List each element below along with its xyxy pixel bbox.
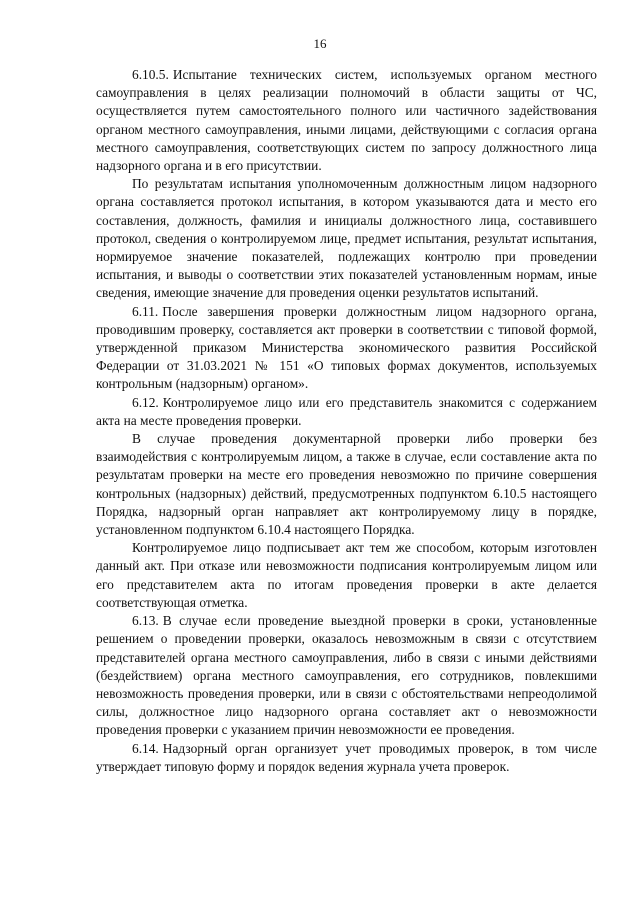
- paragraph-documentary-check: [96, 430, 597, 539]
- clause-number: 6.11.: [132, 303, 159, 319]
- paragraph-text: В случае проведения документарной проверки либо проверки без взаимодействия с контролируемым лицом, а также в случае, если составление акта по результатам проверки на месте его проведения невозможно по причине совершения контрольных (надзорных) действий, предусмотренных подпунктом 6.10.5 настоящего Порядка, надзорный орган направляет акт контролируемому лицу в порядке, установленном подпунктом 6.10.4 настоящего Порядка.: [96, 431, 597, 538]
- clause-number: 6.12.: [132, 394, 159, 410]
- paragraph-6-11: [96, 303, 597, 394]
- clause-number: 6.10.5.: [132, 67, 169, 82]
- paragraph-text: По результатам испытания уполномоченным должностным лицом надзорного органа составляется протокол испытания, в котором указываются дата и место его составления, должность, фамилия и инициалы должностного лица, составившего протокол, сведения о контролируемом лице, предмет испытания, результат испытания, нормируемое значение показателей, подлежащих контролю при проведении испытания, и выводы о соответствии этих показателей установленным нормам, иные сведения, имеющие значение для проведения оценки результатов испытаний.: [96, 176, 597, 301]
- paragraph-text: Контролируемое лицо или его представитель знакомится с содержанием акта на месте проведения проверки.: [96, 394, 597, 428]
- paragraph-6-13: [96, 612, 597, 739]
- paragraph-test-protocol: [96, 175, 597, 302]
- paragraph-text: Надзорный орган организует учет проводимых проверок, в том числе утверждает типовую форму и порядок ведения журнала учета проверок.: [96, 740, 597, 774]
- paragraph-text: Контролируемое лицо подписывает акт тем же способом, которым изготовлен данный акт. При отказе или невозможности подписания контролируемым лицом или его представителем акта по итогам проведения проверки в акте делается соответствующая отметка.: [96, 540, 597, 610]
- paragraph-text: Испытание технических систем, используемых органом местного самоуправления в целях реализации полномочий в области защиты от ЧС, осуществляется путем самостоятельного полного или частичного задействования органом местного самоуправления, иными лицами, действующими с согласия органа местного самоуправления, соответствующих систем по запросу должностного лица надзорного органа и в его присутствии.: [96, 67, 597, 174]
- paragraph-6-14: [96, 740, 597, 776]
- document-body: [96, 66, 597, 776]
- paragraph-6-12: [96, 394, 597, 430]
- paragraph-text: В случае если проведение выездной проверки в сроки, установленные решением о проведении проверки, оказалось невозможным в связи с отсутствием представителей органа местного самоуправления, либо в связи с иными действиями (бездействием) органа местного самоуправления, его сотрудников, повлекшими невозможность проведения проверки, или в связи с обстоятельствами непреодолимой силы, должностное лицо надзорного органа составляет акт о невозможности проведения проверки с указанием причин невозможности ее проведения.: [96, 613, 597, 738]
- paragraph-6-10-5: [96, 66, 597, 175]
- clause-number: 6.13.: [132, 613, 159, 629]
- clause-number: 6.14.: [132, 740, 159, 756]
- paragraph-signing: [96, 539, 597, 612]
- page-number: 16: [313, 36, 327, 51]
- paragraph-text: После завершения проверки должностным лицом надзорного органа, проводившим проверку, составляется акт проверки в соответствии с типовой формой, утвержденной приказом Министерства экономического развития Российской Федерации от 31.03.2021 № 151 «О типовых формах документов, используемых контрольным (надзорным) органом».: [96, 303, 597, 392]
